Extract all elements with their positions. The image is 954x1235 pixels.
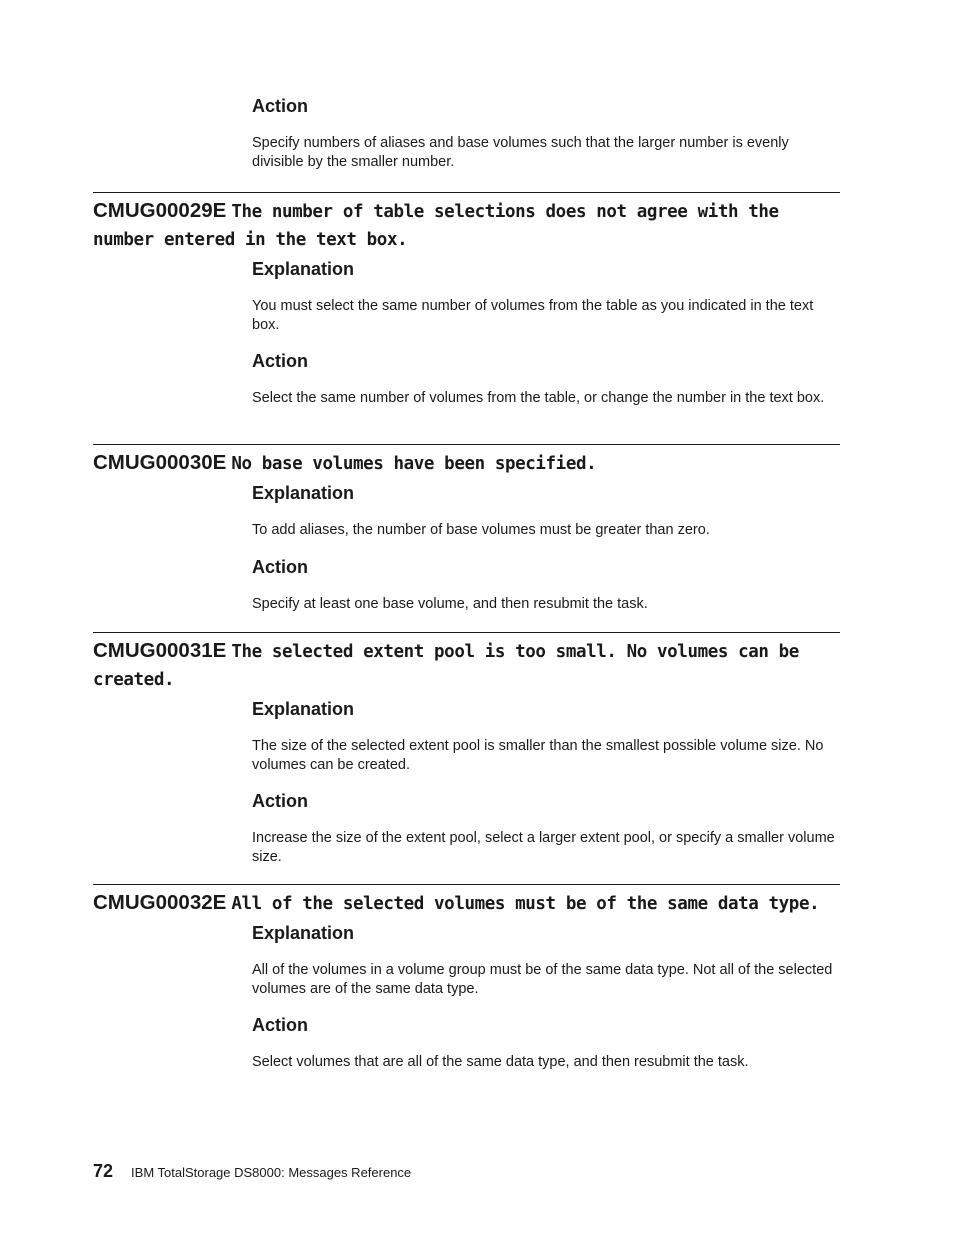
explanation-heading: Explanation — [252, 923, 355, 943]
message-body — [252, 258, 840, 408]
message-body — [252, 698, 840, 866]
message-text: The selected extent pool is too small. No volumes can be created. — [93, 642, 799, 690]
message-body — [252, 922, 840, 1072]
message-entry-cmug00030e — [93, 444, 840, 613]
explanation-text: To add aliases, the number of base volumes must be greater than zero. — [252, 522, 710, 538]
explanation-heading: Explanation — [252, 483, 355, 503]
footer-book-title: IBM TotalStorage DS8000: Messages Reference — [131, 1165, 412, 1180]
explanation-heading: Explanation — [252, 699, 355, 719]
action-text: Select volumes that are all of the same data type, and then resubmit the task. — [252, 1054, 749, 1070]
message-id: CMUG00032E — [93, 891, 227, 914]
action-text: Select the same number of volumes from the table, or change the number in the text box. — [252, 390, 825, 406]
message-body — [252, 482, 840, 613]
message-entry-cmug00032e — [93, 884, 840, 1072]
message-title — [93, 633, 840, 694]
intro-section — [252, 95, 842, 171]
explanation-text: The size of the selected extent pool is smaller than the smallest possible volume size. No volumes can be created. — [252, 738, 824, 773]
message-title — [93, 445, 840, 478]
page-footer — [93, 1161, 411, 1185]
action-heading: Action — [252, 1015, 308, 1035]
intro-action-heading: Action — [252, 96, 308, 116]
message-entry-cmug00029e — [93, 192, 840, 408]
message-id: CMUG00030E — [93, 451, 227, 474]
explanation-heading: Explanation — [252, 259, 355, 279]
message-text: All of the selected volumes must be of the same data type. — [231, 894, 820, 914]
page-number: 72 — [93, 1161, 114, 1181]
action-heading: Action — [252, 791, 308, 811]
message-id: CMUG00029E — [93, 199, 227, 222]
action-heading: Action — [252, 556, 308, 577]
action-text: Increase the size of the extent pool, select a larger extent pool, or specify a smaller volume size. — [252, 830, 835, 865]
explanation-text: You must select the same number of volumes from the table as you indicated in the text box. — [252, 298, 814, 333]
message-title — [93, 885, 840, 918]
message-id: CMUG00031E — [93, 639, 227, 662]
message-title — [93, 193, 840, 254]
action-heading: Action — [252, 351, 308, 371]
message-text: The number of table selections does not agree with the number entered in the text box. — [93, 202, 779, 250]
message-text: No base volumes have been specified. — [231, 454, 597, 474]
action-text: Specify at least one base volume, and then resubmit the task. — [252, 595, 648, 612]
message-entry-cmug00031e — [93, 632, 840, 866]
explanation-text: All of the volumes in a volume group must be of the same data type. Not all of the selected volumes are of the same data type. — [252, 962, 833, 997]
intro-action-text: Specify numbers of aliases and base volumes such that the larger number is evenly divisible by the smaller number. — [252, 135, 789, 170]
